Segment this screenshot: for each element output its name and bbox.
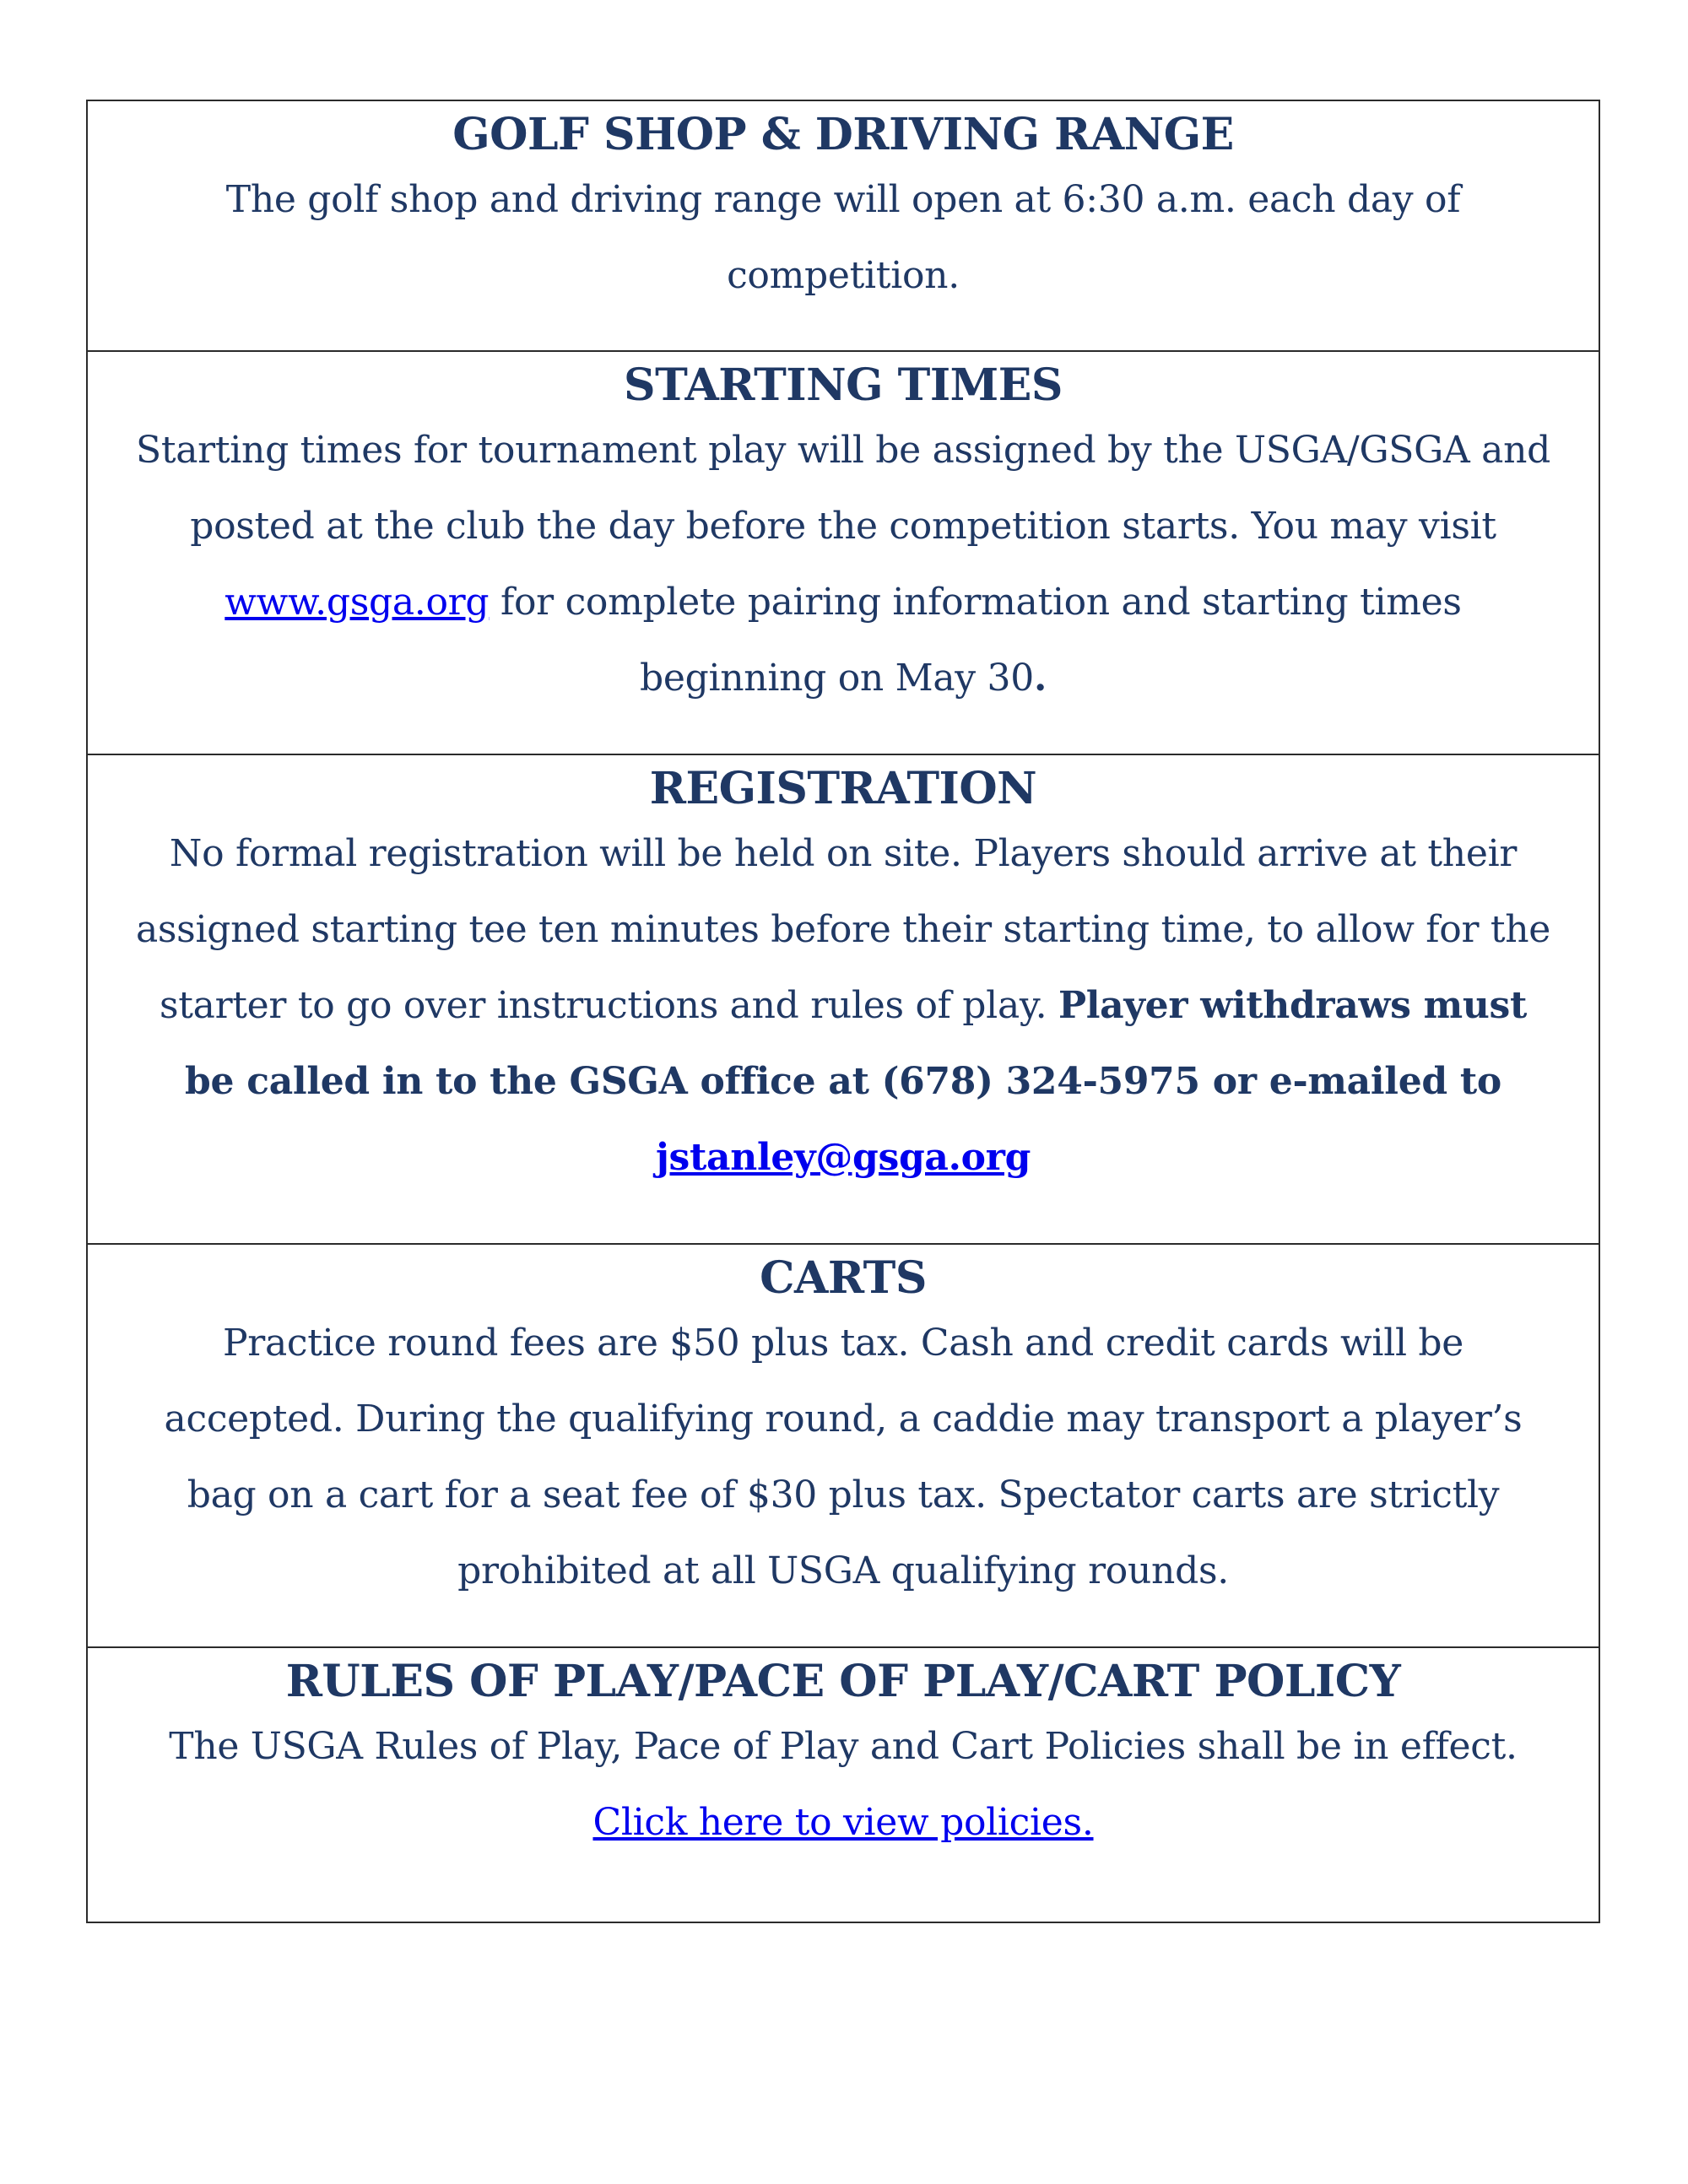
- section-starting-times: [88, 352, 1599, 755]
- section-registration: [88, 755, 1599, 1245]
- section-body-registration: [133, 816, 1553, 1196]
- section-heading-golf-shop: GOLF SHOP & DRIVING RANGE: [452, 109, 1234, 160]
- section-heading-starting-times: STARTING TIMES: [624, 359, 1063, 411]
- section-heading-rules: RULES OF PLAY/PACE OF PLAY/CART POLICY: [285, 1656, 1401, 1707]
- starting-times-text: Starting times for tournament play will be assigned by the USGA/GSGA and posted at the club the day before the competition starts. You may visit: [136, 429, 1550, 548]
- info-table: [86, 100, 1600, 1923]
- gsga-website-link[interactable]: www.gsga.org: [225, 581, 490, 624]
- section-heading-registration: REGISTRATION: [649, 763, 1037, 814]
- section-body-golf-shop: The golf shop and driving range will open at 6:30 a.m. each day of competition.: [225, 178, 1461, 297]
- section-body-starting-times: [133, 413, 1553, 716]
- section-rules: [88, 1648, 1599, 1923]
- withdraw-notice: Player withdraws must be called in to the GSGA office at (678) 324-5975 or e-mailed to: [185, 984, 1528, 1103]
- starting-times-period: .: [1033, 657, 1047, 700]
- rules-text: The USGA Rules of Play, Pace of Play and Cart Policies shall be in effect.: [169, 1725, 1518, 1768]
- section-carts: [88, 1245, 1599, 1648]
- view-policies-link[interactable]: Click here to view policies.: [592, 1801, 1094, 1844]
- section-body-carts: Practice round fees are $50 plus tax. Cash and credit cards will be accepted. During the qualifying round, a caddie may transport a player’s bag on a cart for a seat fee of $30 plus tax. Spectator carts are strictly prohibited at all USGA qualifying rounds.: [164, 1322, 1523, 1592]
- registration-text: No formal registration will be held on site. Players should arrive at their assigned starting tee ten minutes before their starting time, to allow for the starter to go over instructions and rules of play.: [135, 832, 1551, 1027]
- email-link[interactable]: jstanley@gsga.org: [655, 1136, 1031, 1179]
- section-body-rules: [133, 1709, 1553, 1861]
- starting-times-text-end: for complete pairing information and starting times beginning on May 30: [489, 581, 1462, 700]
- section-golf-shop: [88, 101, 1599, 352]
- section-heading-carts: CARTS: [760, 1252, 927, 1304]
